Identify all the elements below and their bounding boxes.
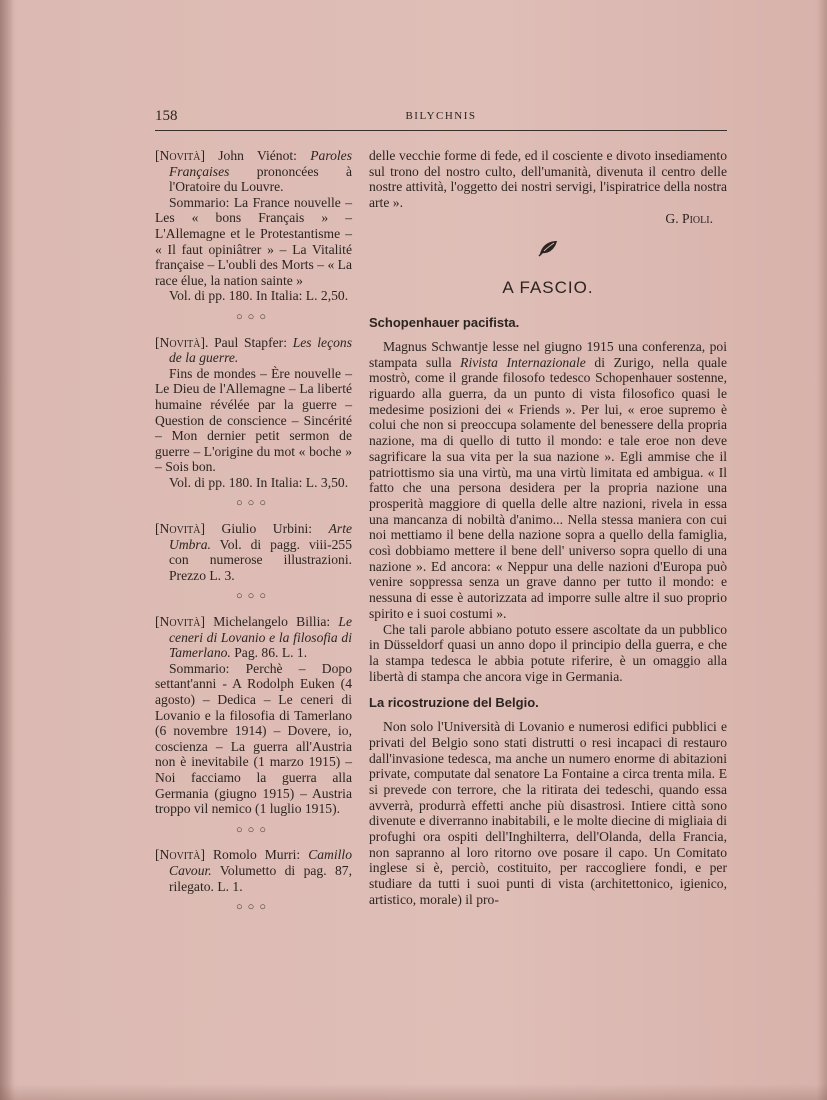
- novita-tag: [Novità]: [155, 847, 205, 863]
- separator-ornament: ○○○: [236, 590, 271, 603]
- book-price: Vol. di pp. 180. In Italia: L. 3,50.: [169, 474, 349, 490]
- book-title: Le ceneri di Lovanio e la filosofia di Tamerlano.: [169, 614, 352, 661]
- novita-tag: [Novità]: [155, 148, 205, 163]
- subheading-schopenhauer: Schopenhauer pacifista.: [369, 315, 520, 331]
- novita-tag: [Novità]: [155, 521, 205, 537]
- leaf-ornament-icon: [369, 239, 727, 261]
- book-title: Camillo Cavour.: [169, 847, 352, 878]
- book-details: Pag. 86. L. 1.: [234, 645, 308, 661]
- page-bottom-edge: [0, 1084, 827, 1100]
- paragraph-belgio: Non solo l'Università di Lovanio e numerosi edifici pubblici e privati del Belgio sono stati distrutti o resi incapaci di restauro dall'invasione tedesca, ma anche un numero enorme di abitazioni private, computate dal senatore La Fontaine a circa trenta mila. E si prevede con terrore, che la ritirata dei tedeschi, quando essa avverrà, produrrà effetti anche più disastrosi. Intiere città sono divenute e diverranno inabitabili, e le molte diecine di migliaia di profughi ora ospiti dell'Inghilterra, dell'Olanda, della Francia, non sapranno al loro ritorno ove posare il capo. Un Comitato inglese si è, perciò, costituito, per raccogliere fondi, e per studiare da tutti i suoi punti di vista (architettonico, igienico, artistico, morale) il pro-: [369, 719, 727, 907]
- book-details: prononcées à l'Oratoire du Louvre.: [169, 163, 352, 195]
- book-entry-urbini: [155, 521, 352, 583]
- book-title: Arte Umbra.: [169, 521, 352, 552]
- paragraph-schopenhauer: Magnus Schwantje lesse nel giugno 1915 una conferenza, poi stampata sulla Rivista Internazionale di Zurigo, nella quale mostrò, come il grande filosofo tedesco Schopenhauer sostenne, riguardo alla guerra, da un punto di vista filosofico quasi le medesime posizioni dei « Friends ». Per lui, « eroe supremo è colui che non si preoccupa solamente del benessere della propria nazione, ma di quello di tutto il mondo: e tale eroe non deve sagrificare la sua vita per la sua nazione ». Egli ammise che il patriottismo sia una virtù, ma una virtù limitata ed ambigua. « Il fatto che una persona desidera per la propria nazione una prosperità maggiore di quella delle altre nazioni, rivela in essa una mancanza di nobiltà d'animo... Nella stessa maniera con cui noi mettiamo il bene della nazione sopra a quello della famiglia, così dobbiamo mettere il bene dell' universo sopra quello di una nazione ». Ed ancora: « Neppur una delle nazioni d'Europa può venire soppressa senza un grave danno per tutto il mondo: e nessuna di esse è autorizzata ad imporre sulle altre il suo proprio spirito e i suoi costumi ».: [369, 338, 727, 621]
- book-title: Les leçons de la guerre.: [169, 334, 352, 366]
- book-details: Vol. di pagg. viii-255 con numerose illustrazioni. Prezzo L. 3.: [169, 536, 352, 583]
- separator-ornament: ○○○: [236, 497, 271, 510]
- page-number: 158: [155, 108, 178, 124]
- separator-ornament: ○○○: [236, 901, 271, 914]
- paragraph-dusseldorf: Che tali parole abbiano potuto essere ascoltate da un pubblico in Düsseldorf quasi un anno dopo il principio della guerra, e che la stampa tedesca le abbia potute riferire, è un omaggio alla libertà di stampa che ancora vige in Germania.: [369, 621, 727, 684]
- novita-tag: [Novità].: [155, 334, 209, 350]
- page-edge: [817, 0, 827, 1100]
- book-author: John Viénot:: [218, 148, 297, 163]
- left-column: [155, 148, 352, 925]
- section-title: A FASCIO.: [502, 277, 594, 297]
- book-summary: Sommario: Perchè – Dopo settant'anni - A Rodolph Euken (4 agosto) – Dedica – Le ceneri di Lovanio e la filosofia di Tamerlano (6 novembre 1914) – Dovere, io, coscienza – La guerra all'Austria non è inevitabile (1 marzo 1915) – Noi facciamo la guerra alla Germania (giugno 1915) – Austria troppo vil nemico (1 luglio 1915).: [155, 660, 352, 817]
- running-head: BILYCHNIS: [405, 110, 477, 122]
- separator-ornament: ○○○: [236, 823, 271, 836]
- book-author: Paul Stapfer:: [214, 334, 287, 350]
- book-author: Michelangelo Billia:: [213, 614, 331, 630]
- book-entry-stapfer: [155, 335, 352, 491]
- article-closing-paragraph: delle vecchie forme di fede, ed il cosciente e divoto insediamento sul trono del nostro culto, dell'umanità, divenuta il centro delle nostre attività, l'oggetto dei nostri servigi, l'ispiratrice della nostra arte ».: [369, 148, 727, 211]
- book-summary: Fins de mondes – Ère nouvelle – Le Dieu de l'Allemagne – La liberté humaine révélée par la guerre – Question de conscience – Sincérité – Mon dernier petit sermon de guerre – L'origine du mot « boche » – Sois bon.: [155, 365, 352, 475]
- book-title: Paroles Françaises: [169, 148, 353, 179]
- book-summary: Sommario: La France nouvelle – Les « bons Français » – L'Allemagne et le Protestantisme – « Il faut opiniâtrer » – La Vitalité française – L'oubli des Morts – « La race élue, la nation sainte »: [155, 194, 352, 288]
- book-author: Giulio Urbini:: [221, 521, 313, 537]
- book-details: Volumetto di pag. 87, rilegato. L. 1.: [169, 862, 352, 894]
- book-entry-murri: [155, 847, 352, 894]
- book-entry-billia: [155, 614, 352, 817]
- separator-ornament: ○○○: [236, 310, 271, 323]
- page-header: [155, 108, 727, 131]
- subheading-belgio: La ricostruzione del Belgio.: [369, 695, 539, 711]
- book-entry-vienot: [155, 148, 352, 304]
- right-column: [369, 148, 727, 908]
- book-author: Romolo Murri:: [212, 847, 301, 863]
- book-price: Vol. di pp. 180. In Italia: L. 2,50.: [169, 288, 349, 304]
- spine-shadow: [0, 0, 14, 1100]
- author-signature: G. Pioli.: [665, 210, 713, 226]
- novita-tag: [Novità]: [155, 614, 205, 630]
